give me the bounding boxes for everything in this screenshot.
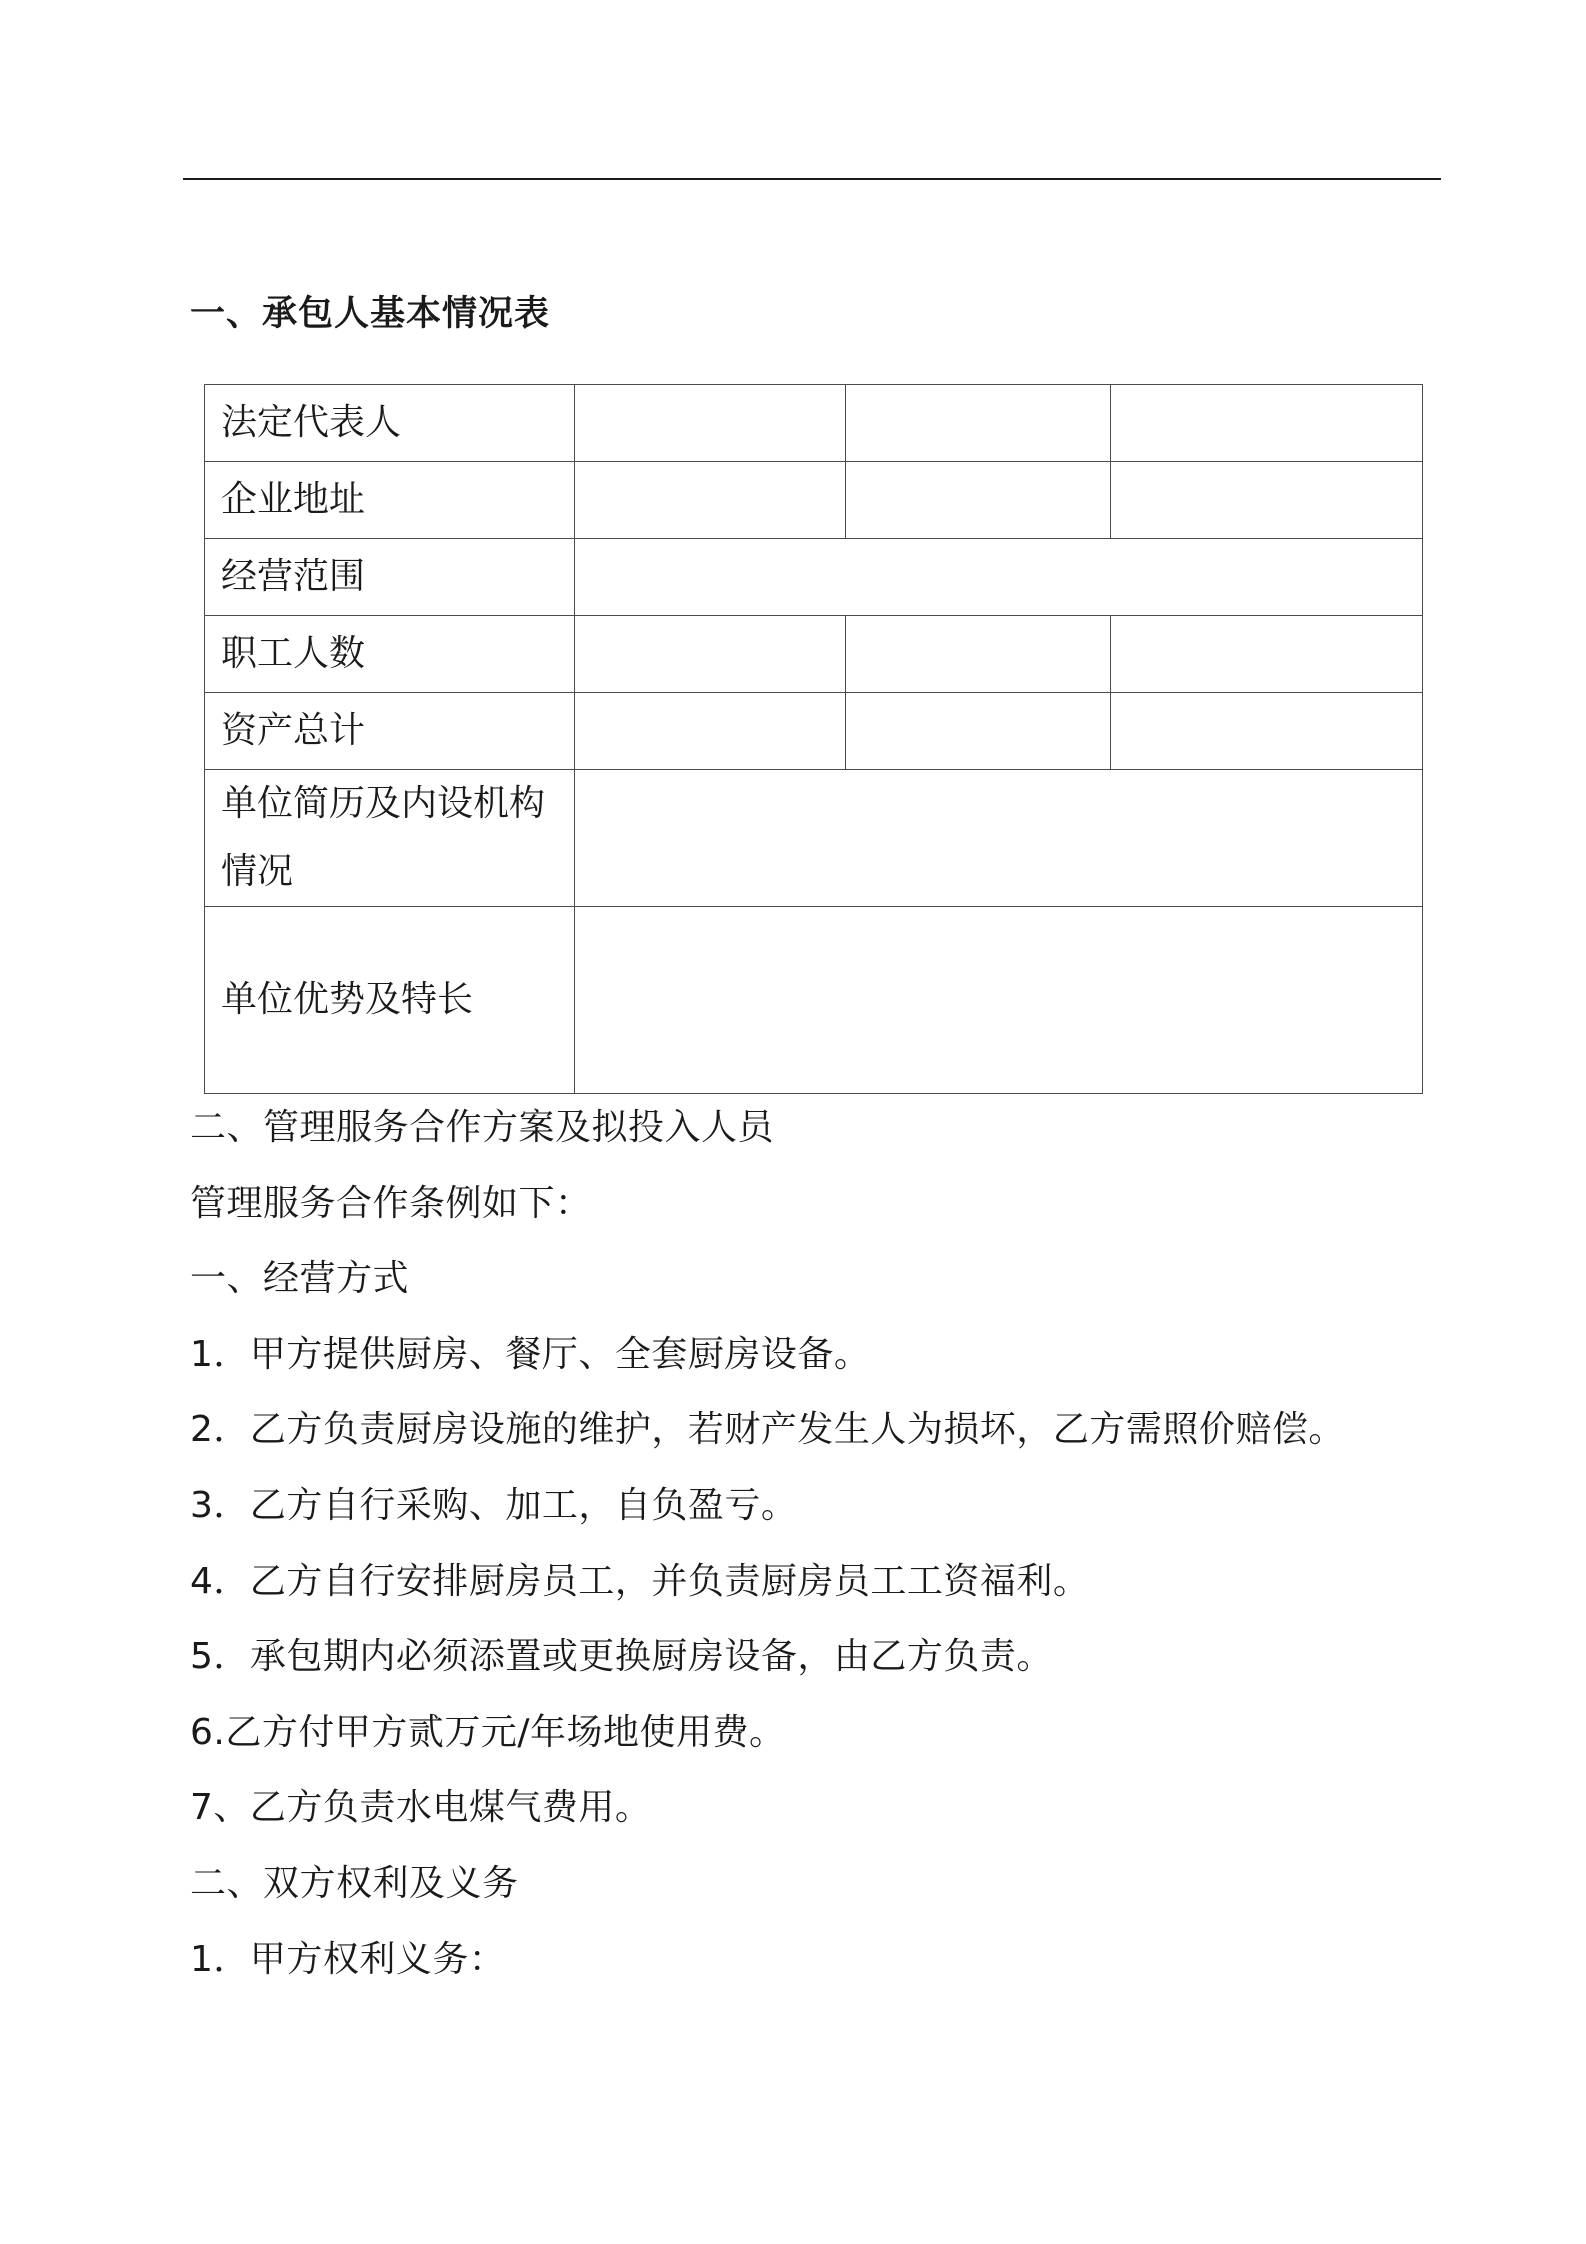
row-label-strengths: 单位优势及特长 [205,907,575,1094]
table-cell [846,462,1111,539]
header-rule [183,178,1441,180]
table-cell-merged [575,539,1423,616]
paragraph-intro: 管理服务合作条例如下： [190,1182,592,1224]
clause-item: 4．乙方自行安排厨房员工，并负责厨房员工工资福利。 [190,1560,1090,1602]
table-row [205,770,1423,907]
table-cell [575,385,846,462]
row-label-business-scope: 经营范围 [205,539,575,616]
clause-item: 3．乙方自行采购、加工，自负盈亏。 [190,1484,798,1526]
row-label-employee-count: 职工人数 [205,616,575,693]
clause-item: 6.乙方付甲方贰万元/年场地使用费。 [190,1711,786,1753]
table-cell [575,462,846,539]
row-label-total-assets: 资产总计 [205,693,575,770]
contractor-info-table [204,384,1423,1094]
table-cell [1111,385,1423,462]
subheading-operation-mode: 一、经营方式 [190,1258,410,1300]
clause-item: 5．承包期内必须添置或更换厨房设备，由乙方负责。 [190,1636,1053,1678]
subheading-rights-obligations: 二、双方权利及义务 [190,1862,519,1904]
table-cell-merged [575,907,1423,1094]
table-row [205,385,1423,462]
table-row [205,693,1423,770]
row-label-line: 单位简历及内设机构 [221,783,546,824]
clause-item: 1．甲方权利义务： [190,1938,506,1980]
clause-item: 7、乙方负责水电煤气费用。 [190,1787,652,1829]
table-cell [846,385,1111,462]
table-cell-merged [575,770,1423,907]
table-cell [846,693,1111,770]
clause-item: 1．甲方提供厨房、餐厅、全套厨房设备。 [190,1333,871,1375]
row-label-company-address: 企业地址 [205,462,575,539]
document-body [190,1090,1345,1997]
table-row [205,462,1423,539]
row-label-line: 情况 [221,851,294,892]
section-title: 一、承包人基本情况表 [190,294,551,334]
table-row [205,616,1423,693]
table-cell [1111,462,1423,539]
row-label-company-profile [205,770,575,907]
table-row [205,539,1423,616]
subheading-cooperation-plan: 二、管理服务合作方案及拟投入人员 [190,1107,775,1148]
table-cell [1111,616,1423,693]
table-cell [846,616,1111,693]
table-cell [575,616,846,693]
table-cell [1111,693,1423,770]
table-row [205,907,1423,1094]
row-label-legal-representative: 法定代表人 [205,385,575,462]
clause-item: 2．乙方负责厨房设施的维护，若财产发生人为损坏，乙方需照价赔偿。 [190,1409,1345,1451]
table-cell [575,693,846,770]
